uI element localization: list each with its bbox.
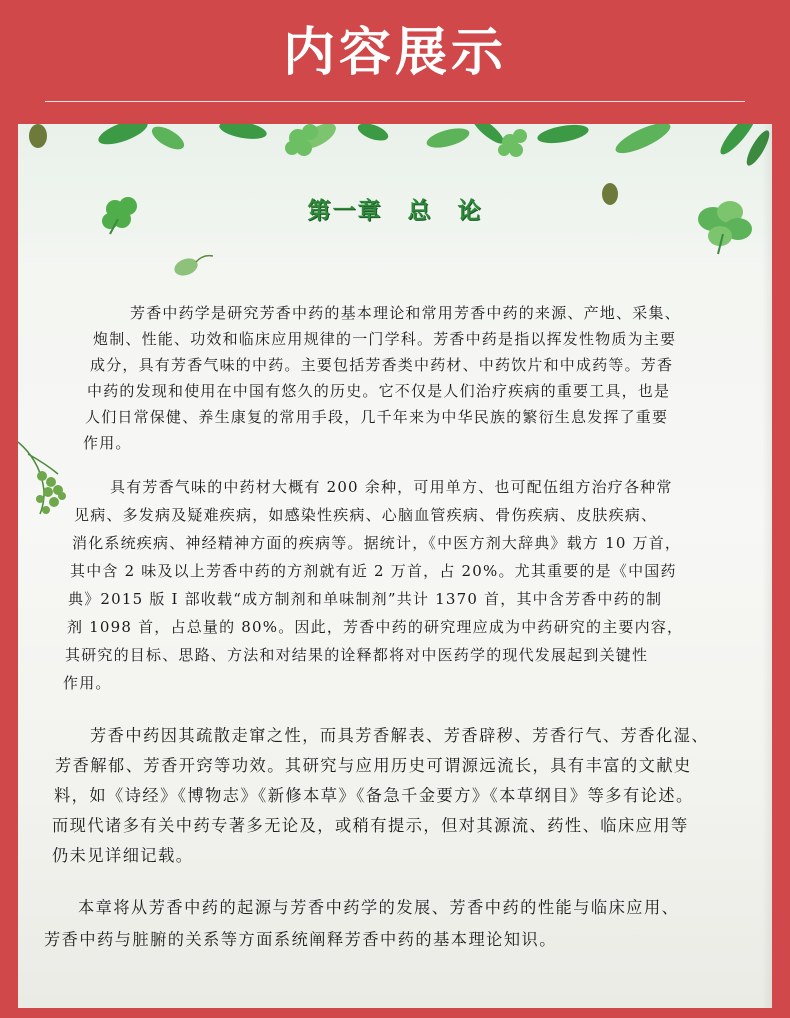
header-title: 内容展示 — [282, 23, 507, 83]
paragraph-3-line-2: 芳香解郁、芳香开窍等功效。其研究与应用历史可谓源远流长，具有丰富的文献史 — [55, 756, 692, 775]
paragraph-3-line-3: 料，如《诗经》《博物志》《新修本草》《备急千金要方》《本草纲目》等多有论述。 — [54, 786, 694, 805]
paragraph-1-line-6: 作用。 — [83, 434, 132, 452]
paragraph-3-line-1: 芳香中药因其疏散走窜之性，而具芳香解表、芳香辟秽、芳香行气、芳香化湿、 — [90, 726, 710, 745]
paragraph-2-line-4: 其中含 2 味及以上芳香中药的方剂就有近 2 万首，占 20%。尤其重要的是《中国药 — [70, 562, 677, 580]
book-page — [18, 124, 772, 1008]
header-divider — [45, 101, 745, 102]
paragraph-1-line-2: 炮制、性能、功效和临床应用规律的一门学科。芳香中药是指以挥发性物质为主要 — [93, 330, 677, 348]
paragraph-1-line-5: 人们日常保健、养生康复的常用手段，几千年来为中华民族的繁衍生息发挥了重要 — [85, 408, 669, 426]
paragraph-2-line-8: 作用。 — [63, 674, 112, 692]
paragraph-4-line-2: 芳香中药与脏腑的关系等方面系统阐释芳香中药的基本理论知识。 — [44, 930, 557, 949]
paragraph-2-line-6: 剂 1098 首，占总量的 80%。因此，芳香中药的研究理应成为中药研究的主要内容， — [67, 618, 684, 636]
chapter-body — [18, 124, 772, 1008]
page-header — [0, 0, 790, 110]
page-edge-shadow — [762, 124, 772, 1008]
paragraph-3-line-4: 而现代诸多有关中药专著多无论及，或稍有提示，但对其源流、药性、临床应用等 — [52, 816, 689, 835]
paragraph-4-line-1: 本章将从芳香中药的起源与芳香中药学的发展、芳香中药的性能与临床应用、 — [78, 898, 680, 917]
paragraph-2-line-5: 典》2015 版 Ⅰ 部收载“成方制剂和单味制剂”共计 1370 首，其中含芳香中药的制 — [68, 590, 663, 608]
paragraph-2-line-3: 消化系统疾病、神经精神方面的疾病等。据统计，《中医方剂大辞典》载方 10 万首， — [72, 534, 682, 552]
paragraph-1-line-4: 中药的发现和使用在中国有悠久的历史。它不仅是人们治疗疾病的重要工具，也是 — [87, 382, 671, 400]
chapter-title: 第一章 总 论 — [307, 198, 483, 224]
paragraph-2-line-1: 具有芳香气味的中药材大概有 200 余种，可用单方、也可配伍组方治疗各种常 — [110, 478, 673, 496]
paragraph-1-line-1: 芳香中药学是研究芳香中药的基本理论和常用芳香中药的来源、产地、采集、 — [130, 304, 681, 322]
paragraph-2-line-2: 见病、多发病及疑难疾病，如感染性疾病、心脑血管疾病、骨伤疾病、皮肤疾病、 — [74, 506, 658, 524]
paragraph-2-line-7: 其研究的目标、思路、方法和对结果的诠释都将对中医药学的现代发展起到关键性 — [65, 646, 649, 664]
paragraph-3-line-5: 仍未见详细记载。 — [52, 846, 194, 865]
paragraph-1-line-3: 成分，具有芳香气味的中药。主要包括芳香类中药材、中药饮片和中成药等。芳香 — [90, 356, 674, 374]
